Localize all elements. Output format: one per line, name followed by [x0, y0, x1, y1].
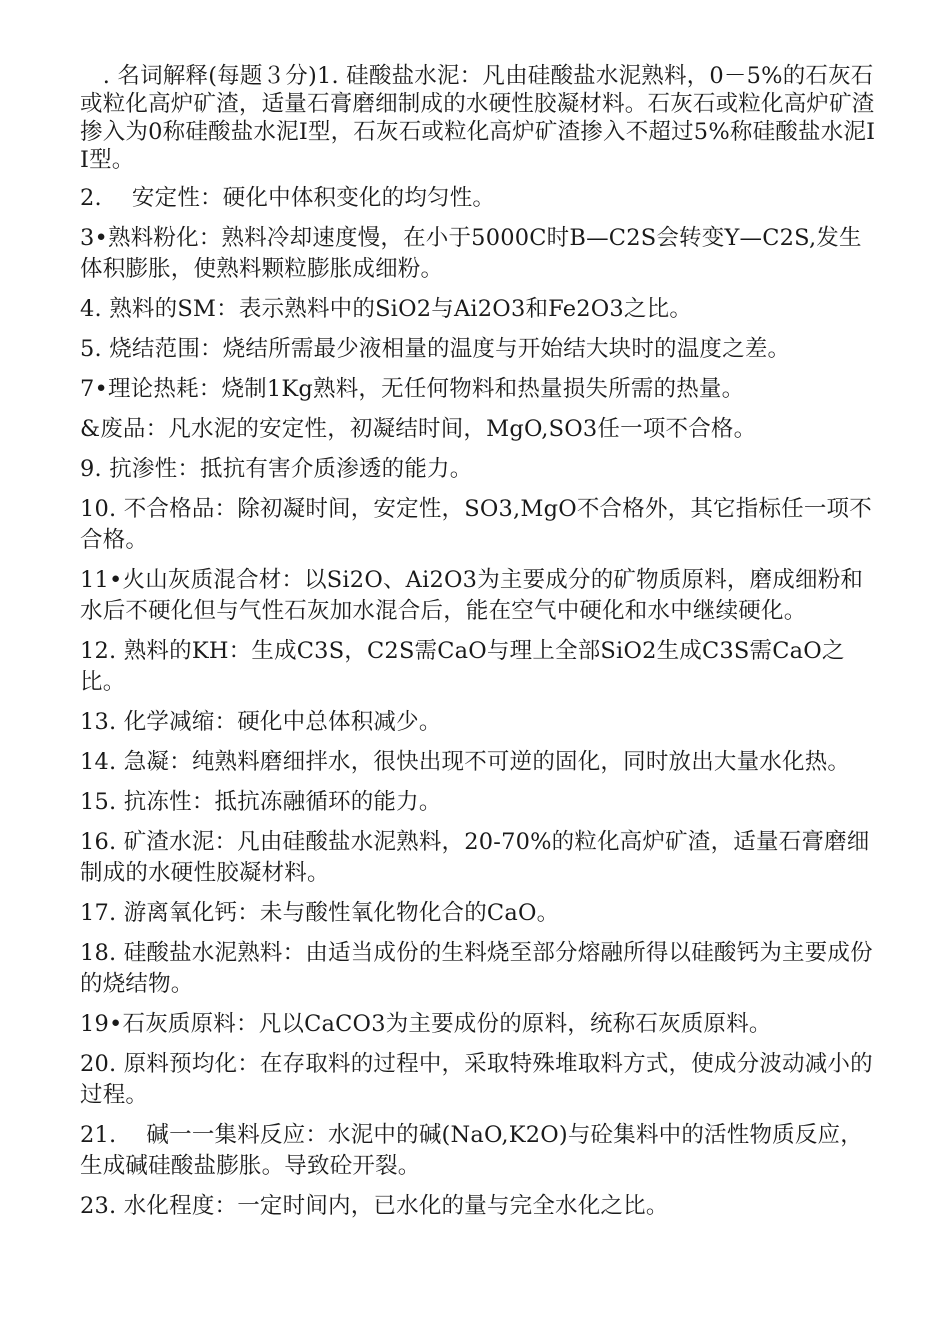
entry-12: 12. 熟料的KH：生成C3S，C2S需CaO与理上全部SiO2生成C3S需CaO之比。 — [80, 638, 845, 695]
entry-21: 21. 碱一一集料反应：水泥中的碱(NaO,K2O)与砼集料中的活性物质反应，生成碱硅酸盐膨胀。导致砼开裂。 — [80, 1122, 863, 1179]
document-page — [80, 62, 880, 1222]
entry-20: 20. 原料预均化：在存取料的过程中，采取特殊堆取料方式，使成分波动减小的过程。 — [80, 1051, 873, 1108]
entry-15: 15. 抗冻性：抵抗冻融循环的能力。 — [80, 789, 442, 815]
entry-13: 13. 化学减缩：硬化中总体积减少。 — [80, 709, 442, 735]
entry-4: 4. 熟料的SM：表示熟料中的SiO2与Ai2O3和Fe2O3之比。 — [80, 296, 693, 322]
entry-9: 9. 抗渗性：抵抗有害介质渗透的能力。 — [80, 456, 473, 482]
entry-7: 7•理论热耗：烧制1Kg熟料，无任何物料和热量损失所需的热量。 — [80, 376, 745, 402]
entry-2: 2. 安定性：硬化中体积变化的均匀性。 — [80, 185, 496, 211]
entry-8: &废品：凡水泥的安定性，初凝结时间，MgO,SO3任一项不合格。 — [80, 416, 757, 442]
entry-19: 19•石灰质原料：凡以CaCO3为主要成份的原料，统称石灰质原料。 — [80, 1011, 772, 1037]
entry-5: 5. 烧结范围：烧结所需最少液相量的温度与开始结大块时的温度之差。 — [80, 336, 791, 362]
entry-11: 11•火山灰质混合材：以Si2O、Ai2O3为主要成分的矿物质原料，磨成细粉和水后不硬化但与气性石灰加水混合后，能在空气中硬化和水中继续硬化。 — [80, 567, 864, 624]
entry-14: 14. 急凝：纯熟料磨细拌水，很快出现不可逆的固化，同时放出大量水化热。 — [80, 749, 851, 775]
entry-16: 16. 矿渣水泥：凡由硅酸盐水泥熟料，20-70%的粒化高炉矿渣，适量石膏磨细制成的水硬性胶凝材料。 — [80, 829, 870, 886]
entry-23: 23. 水化程度：一定时间内，已水化的量与完全水化之比。 — [80, 1193, 669, 1219]
entry-1: . 名词解释(每题３分)1. 硅酸盐水泥：凡由硅酸盐水泥熟料，0－5%的石灰石或粒化高炉矿渣，适量石膏磨细制成的水硬性胶凝材料。石灰石或粒化高炉矿渣掺入为0称硅酸盐水泥I型，石灰石或粒化高炉矿渣掺入不超过5%称硅酸盐水泥II型。 — [80, 63, 876, 173]
entry-10: 10. 不合格品：除初凝时间，安定性，SO3,MgO不合格外，其它指标任一项不合格。 — [80, 496, 872, 553]
entry-3: 3•熟料粉化：熟料冷却速度慢，在小于5000C时B—C2S会转变Y—C2S,发生体积膨胀，使熟料颗粒膨胀成细粉。 — [80, 225, 862, 282]
entry-18: 18. 硅酸盐水泥熟料：由适当成份的生料烧至部分熔融所得以硅酸钙为主要成份的烧结物。 — [80, 940, 873, 997]
entry-17: 17. 游离氧化钙：未与酸性氧化物化合的CaO。 — [80, 900, 560, 926]
